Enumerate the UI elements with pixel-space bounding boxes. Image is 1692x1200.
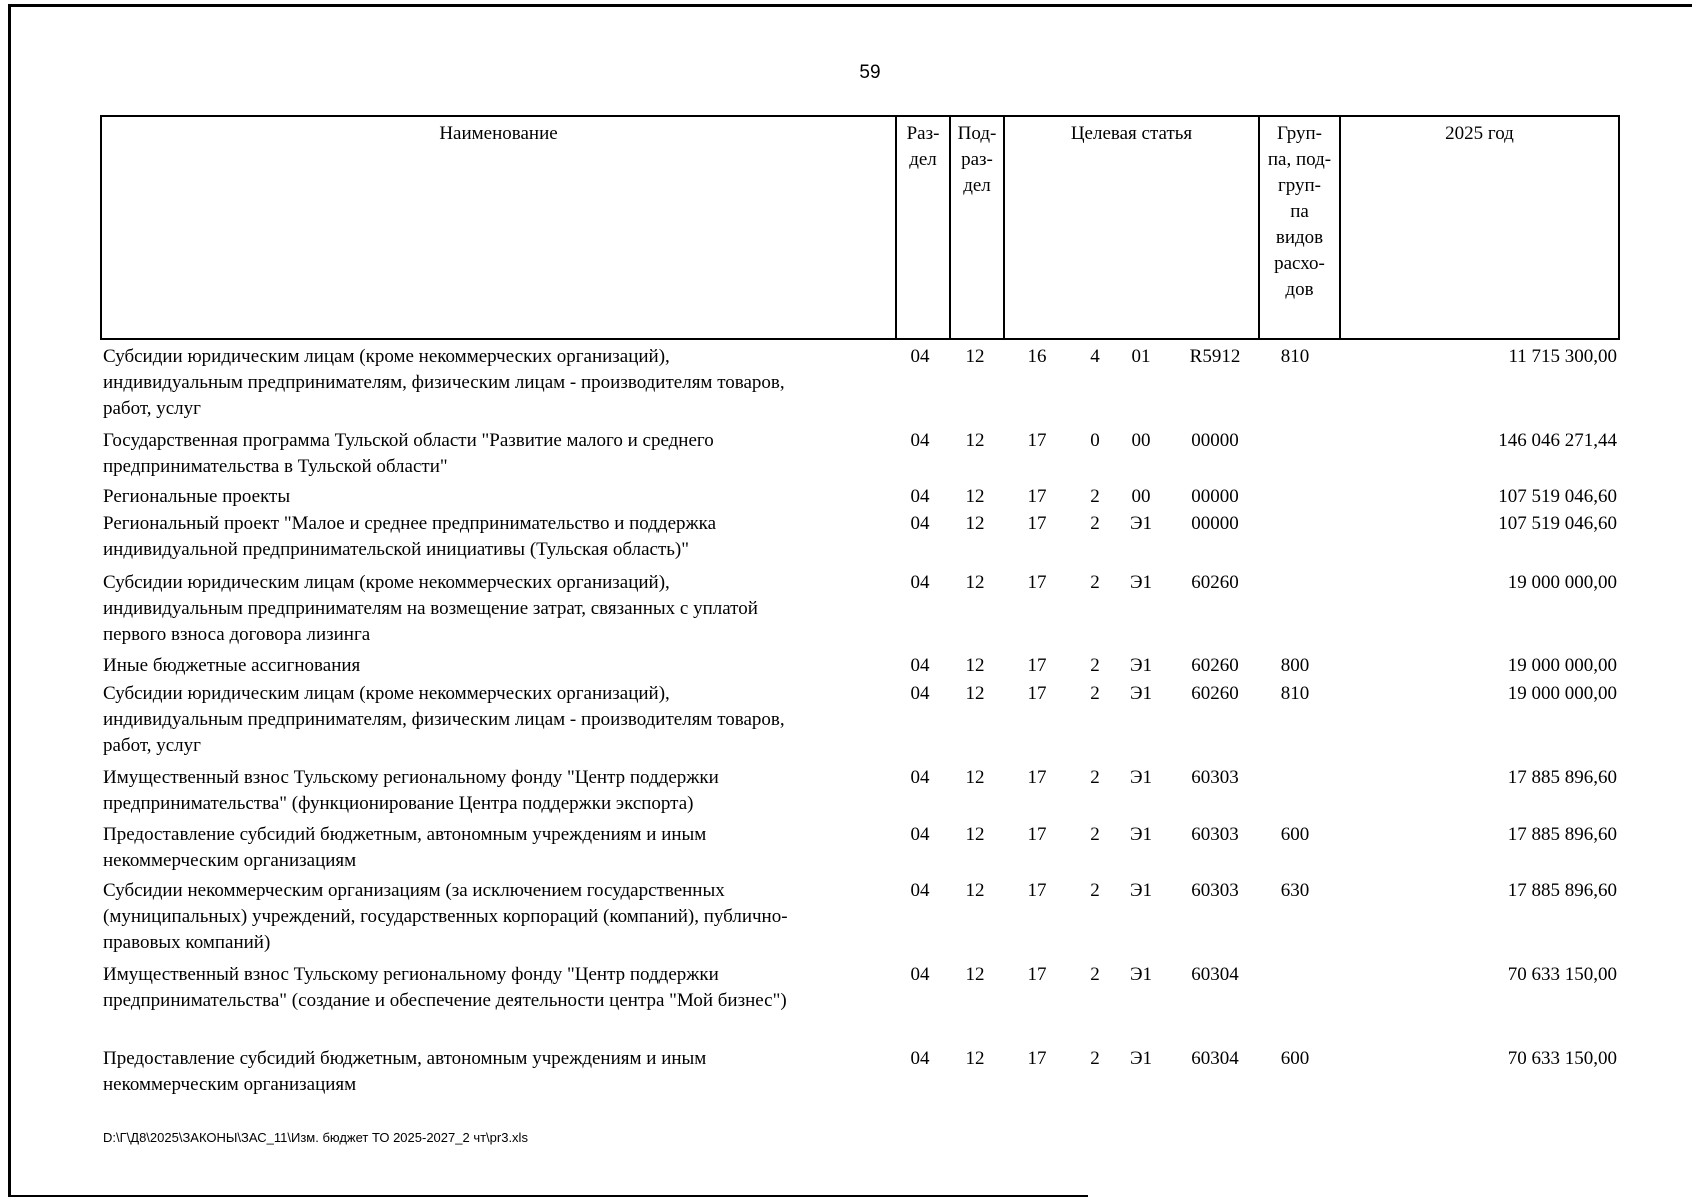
row-podrazdel: 12 — [965, 964, 985, 985]
row-name: Государственная программа Тульской области "Развитие малого и среднего предпринимательства в Тульской области" — [103, 430, 714, 477]
row-target-program: 17 — [1027, 572, 1047, 593]
row-podrazdel: 12 — [965, 346, 985, 367]
table-header — [100, 115, 1620, 340]
row-target-direction: 60303 — [1191, 824, 1239, 845]
row-target-event: Э1 — [1129, 767, 1153, 788]
row-razdel: 04 — [910, 486, 930, 507]
row-target-event: 00 — [1131, 486, 1151, 507]
row-target-direction: 00000 — [1191, 486, 1239, 507]
row-amount: 70 633 150,00 — [1507, 1048, 1617, 1069]
row-podrazdel: 12 — [965, 1048, 985, 1069]
row-target-direction: R5912 — [1189, 346, 1241, 367]
row-target-type: 2 — [1090, 513, 1100, 534]
row-target-direction: 60260 — [1191, 572, 1239, 593]
row-target-program: 17 — [1027, 683, 1047, 704]
row-target-type: 2 — [1090, 486, 1100, 507]
row-target-program: 17 — [1027, 767, 1047, 788]
row-name: Имущественный взнос Тульскому региональному фонду "Центр поддержки предпринимательства" (функционирование Центра поддержки экспорта) — [103, 767, 719, 814]
header-target: Целевая статья — [1005, 117, 1260, 338]
row-expense-group: 810 — [1280, 346, 1310, 367]
row-podrazdel: 12 — [965, 880, 985, 901]
row-amount: 19 000 000,00 — [1507, 683, 1617, 704]
row-target-program: 17 — [1027, 880, 1047, 901]
row-amount: 70 633 150,00 — [1507, 964, 1617, 985]
row-podrazdel: 12 — [965, 572, 985, 593]
row-razdel: 04 — [910, 767, 930, 788]
row-target-direction: 60304 — [1191, 964, 1239, 985]
row-target-direction: 60303 — [1191, 880, 1239, 901]
header-name: Наименование — [102, 117, 897, 338]
row-podrazdel: 12 — [965, 824, 985, 845]
row-target-event: 00 — [1131, 430, 1151, 451]
row-name: Предоставление субсидий бюджетным, автономным учреждениям и иным некоммерческим организациям — [103, 824, 707, 871]
row-razdel: 04 — [910, 346, 930, 367]
header-podrazdel: Под- раз- дел — [951, 117, 1005, 338]
row-name: Имущественный взнос Тульскому региональному фонду "Центр поддержки предпринимательства" (создание и обеспечение деятельности центра "Мой бизнес") — [103, 964, 787, 1011]
row-target-direction: 60304 — [1191, 1048, 1239, 1069]
row-razdel: 04 — [910, 572, 930, 593]
row-target-program: 17 — [1027, 824, 1047, 845]
row-target-program: 17 — [1027, 513, 1047, 534]
row-target-program: 17 — [1027, 1048, 1047, 1069]
row-target-type: 2 — [1090, 880, 1100, 901]
row-target-type: 2 — [1090, 655, 1100, 676]
row-razdel: 04 — [910, 1048, 930, 1069]
row-target-type: 2 — [1090, 964, 1100, 985]
row-name: Субсидии юридическим лицам (кроме некоммерческих организаций), индивидуальным предпринимателям, физическим лицам - производителям товаров, работ, услуг — [103, 346, 785, 419]
row-target-type: 2 — [1090, 767, 1100, 788]
row-razdel: 04 — [910, 430, 930, 451]
row-name: Субсидии юридическим лицам (кроме некоммерческих организаций), индивидуальным предпринимателям на возмещение затрат, связанных с уплатой первого взноса договора лизинга — [103, 572, 758, 645]
row-target-direction: 00000 — [1191, 430, 1239, 451]
row-expense-group: 600 — [1280, 1048, 1310, 1069]
row-name: Региональные проекты — [103, 486, 291, 507]
row-razdel: 04 — [910, 513, 930, 534]
row-podrazdel: 12 — [965, 767, 985, 788]
row-target-program: 17 — [1027, 655, 1047, 676]
row-name: Субсидии юридическим лицам (кроме некоммерческих организаций), индивидуальным предпринимателям, физическим лицам - производителям товаров, работ, услуг — [103, 683, 785, 756]
row-amount: 19 000 000,00 — [1507, 572, 1617, 593]
row-target-event: Э1 — [1129, 880, 1153, 901]
row-target-direction: 60260 — [1191, 683, 1239, 704]
row-amount: 19 000 000,00 — [1507, 655, 1617, 676]
row-target-type: 4 — [1090, 346, 1100, 367]
row-name: Региональный проект "Малое и среднее предпринимательство и поддержка индивидуальной предпринимательской инициативы (Тульская область)" — [103, 513, 717, 560]
row-target-event: Э1 — [1129, 1048, 1153, 1069]
row-name: Субсидии некоммерческим организациям (за исключением государственных (муниципальных) учреждений, государственных корпораций (компаний), публично- правовых компаний) — [103, 880, 788, 953]
row-target-event: Э1 — [1129, 964, 1153, 985]
row-name: Предоставление субсидий бюджетным, автономным учреждениям и иным некоммерческим организациям — [103, 1048, 707, 1095]
row-razdel: 04 — [910, 683, 930, 704]
footer-file-path: D:\Г\Д8\2025\ЗАКОНЫ\ЗАС_11\Изм. бюджет ТО 2025-2027_2 чт\pr3.xls — [103, 1130, 528, 1145]
row-razdel: 04 — [910, 964, 930, 985]
page-border-left — [8, 4, 11, 1197]
row-target-event: Э1 — [1129, 683, 1153, 704]
row-expense-group: 630 — [1280, 880, 1310, 901]
row-amount: 107 519 046,60 — [1498, 513, 1617, 534]
row-target-event: Э1 — [1129, 572, 1153, 593]
row-razdel: 04 — [910, 880, 930, 901]
row-target-direction: 00000 — [1191, 513, 1239, 534]
row-amount: 146 046 271,44 — [1498, 430, 1617, 451]
row-podrazdel: 12 — [965, 486, 985, 507]
row-podrazdel: 12 — [965, 513, 985, 534]
row-target-program: 17 — [1027, 430, 1047, 451]
row-target-program: 17 — [1027, 964, 1047, 985]
row-target-type: 2 — [1090, 683, 1100, 704]
row-razdel: 04 — [910, 824, 930, 845]
row-target-direction: 60303 — [1191, 767, 1239, 788]
row-name: Иные бюджетные ассигнования — [103, 655, 361, 676]
row-target-program: 17 — [1027, 486, 1047, 507]
row-podrazdel: 12 — [965, 683, 985, 704]
row-target-type: 2 — [1090, 1048, 1100, 1069]
header-year: 2025 год — [1445, 123, 1514, 144]
page-border-top — [8, 4, 1692, 7]
row-podrazdel: 12 — [965, 430, 985, 451]
row-razdel: 04 — [910, 655, 930, 676]
row-target-type: 0 — [1090, 430, 1100, 451]
row-target-type: 2 — [1090, 824, 1100, 845]
row-podrazdel: 12 — [965, 655, 985, 676]
row-target-event: Э1 — [1129, 824, 1153, 845]
row-expense-group: 800 — [1280, 655, 1310, 676]
row-amount: 17 885 896,60 — [1507, 880, 1617, 901]
row-amount: 11 715 300,00 — [1508, 346, 1617, 367]
page-number: 59 — [859, 62, 881, 83]
row-amount: 17 885 896,60 — [1507, 824, 1617, 845]
row-amount: 17 885 896,60 — [1507, 767, 1617, 788]
row-target-event: Э1 — [1129, 513, 1153, 534]
header-group: Груп- па, под- груп- па видов расхо- дов — [1260, 117, 1341, 338]
row-target-direction: 60260 — [1191, 655, 1239, 676]
row-amount: 107 519 046,60 — [1498, 486, 1617, 507]
row-expense-group: 600 — [1280, 824, 1310, 845]
row-target-event: 01 — [1131, 346, 1151, 367]
header-razdel: Раз- дел — [897, 117, 951, 338]
row-expense-group: 810 — [1280, 683, 1310, 704]
row-target-program: 16 — [1027, 346, 1047, 367]
page-border-bottom — [8, 1195, 1088, 1197]
row-target-type: 2 — [1090, 572, 1100, 593]
row-target-event: Э1 — [1129, 655, 1153, 676]
